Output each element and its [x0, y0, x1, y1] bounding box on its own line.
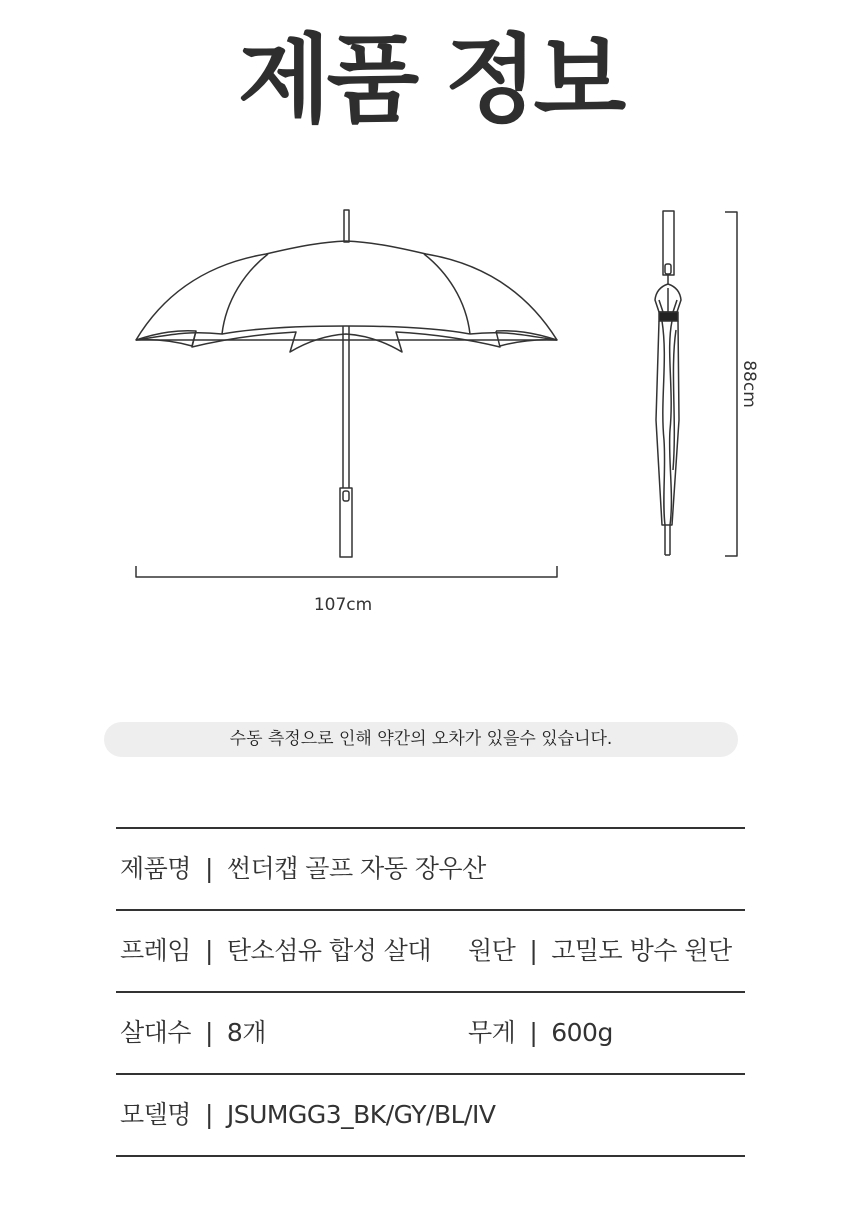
spec-label: 살대수	[120, 1018, 191, 1047]
height-dimension-line	[725, 212, 737, 556]
spec-label: 원단	[468, 936, 516, 965]
page-title: 제품 정보	[237, 24, 623, 136]
spec-label: 무게	[468, 1018, 516, 1047]
spec-separator: |	[204, 1100, 213, 1129]
spec-label: 제품명	[120, 854, 191, 883]
closed-umbrella-icon	[655, 211, 681, 555]
measurement-notice: 수동 측정으로 인해 약간의 오차가 있을수 있습니다.	[104, 722, 738, 757]
width-dimension-line	[136, 566, 557, 577]
spec-label: 프레임	[120, 936, 191, 965]
spec-row-frame	[116, 911, 745, 993]
spec-value: 600g	[551, 1018, 613, 1047]
width-label: 107cm	[313, 595, 373, 615]
spec-separator: |	[529, 936, 538, 965]
spec-value: 탄소섬유 합성 살대	[226, 936, 431, 965]
spec-row-model	[116, 1075, 745, 1157]
height-label: 88cm	[739, 360, 759, 408]
open-umbrella-icon	[136, 210, 557, 557]
spec-row-ribs	[116, 993, 745, 1075]
spec-separator: |	[529, 1018, 538, 1047]
spec-table	[116, 827, 745, 1157]
spec-value: 8개	[226, 1018, 266, 1047]
spec-row-product-name	[116, 829, 745, 911]
spec-value: JSUMGG3_BK/GY/BL/IV	[226, 1100, 496, 1129]
spec-value: 고밀도 방수 원단	[551, 936, 732, 965]
spec-separator: |	[204, 1018, 213, 1047]
spec-separator: |	[204, 936, 213, 965]
spec-label: 모델명	[120, 1100, 191, 1129]
spec-value: 썬더캡 골프 자동 장우산	[226, 854, 486, 883]
spec-separator: |	[204, 854, 213, 883]
